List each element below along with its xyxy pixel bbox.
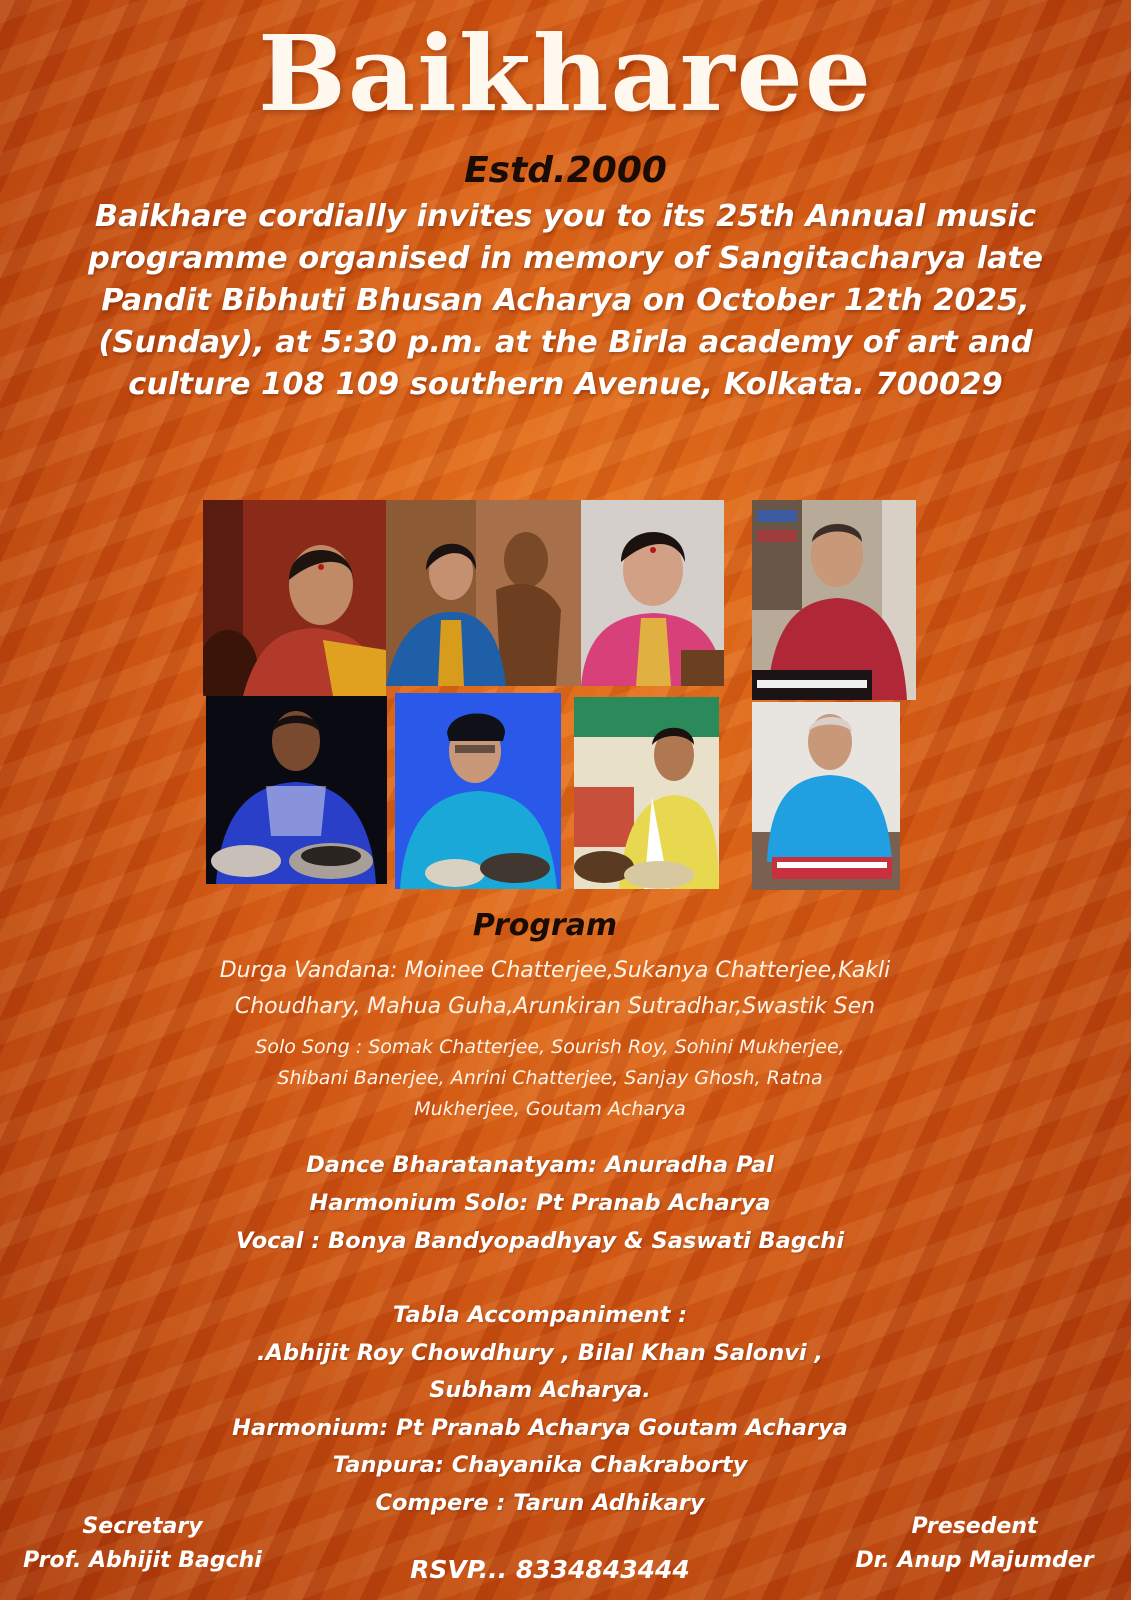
vocalist-with-tanpura-photo [203,500,386,696]
secretary-title: Secretary [82,1514,203,1539]
solo-song-text [170,1032,930,1125]
established-year: Estd.2000 [464,150,667,191]
bharatanatyam-dancer-photo [386,500,581,686]
invitation-line: Baikhare cordially invites you to its 25th Annual music [94,199,1037,234]
accompaniment-list [100,1297,980,1522]
durga-vandana-text [120,953,990,1025]
durga-vandana-line: Choudhary, Mahua Guha,Arunkiran Sutradhar,Swastik Sen [234,994,876,1019]
solo-song-line: Mukherjee, Goutam Acharya [414,1098,686,1120]
tabla-player-blue-photo [395,693,561,889]
female-vocalist-photo [581,500,724,686]
invitation-line: culture 108 109 southern Avenue, Kolkata. 700029 [128,367,1003,402]
invitation-line: (Sunday), at 5:30 p.m. at the Birla academy of art and [98,325,1033,360]
solo-song-line: Solo Song : Somak Chatterjee, Sourish Roy, Sohini Mukherjee, [255,1036,845,1058]
solo-song-line: Shibani Banerjee, Anrini Chatterjee, Sanjay Ghosh, Ratna [277,1067,823,1089]
secretary-block [10,1510,275,1578]
invitation-line: programme organised in memory of Sangitacharya late [88,241,1043,276]
poster-title: Baikharee [258,12,873,135]
durga-vandana-line: Durga Vandana: Moinee Chatterjee,Sukanya Chatterjee,Kakli [219,958,891,983]
tabla-player-photo [206,696,387,884]
performer-line: Vocal : Bonya Bandyopadhyay & Saswati Bagchi [235,1228,845,1254]
accompaniment-line: Subham Acharya. [429,1377,651,1403]
president-block [822,1510,1127,1578]
accompaniment-line: Tabla Accompaniment : [392,1302,688,1328]
accompaniment-line: Harmonium: Pt Pranab Acharya Goutam Acharya [232,1414,848,1441]
rsvp-phone: RSVP... 8334843444 [410,1555,690,1584]
harmonium-player-blue-photo [752,702,900,890]
accompaniment-line: Tanpura: Chayanika Chakraborty [332,1452,748,1478]
president-title: Presedent [911,1514,1038,1539]
invitation-line: Pandit Bibhuti Bhusan Acharya on October 12th 2025, [101,283,1030,318]
president-name: Dr. Anup Majumder [855,1548,1094,1573]
invitation-text [30,196,1101,406]
performer-line: Dance Bharatanatyam: Anuradha Pal [306,1152,774,1178]
performers-list [100,1146,980,1260]
accompaniment-line: Compere : Tarun Adhikary [375,1489,705,1516]
accompaniment-line: .Abhijit Roy Chowdhury , Bilal Khan Salonvi , [257,1339,823,1366]
secretary-name: Prof. Abhijit Bagchi [23,1548,262,1573]
young-tabla-player-photo [574,697,719,889]
harmonium-player-photo [752,500,916,700]
program-heading: Program [472,908,618,943]
performer-line: Harmonium Solo: Pt Pranab Acharya [309,1190,771,1216]
